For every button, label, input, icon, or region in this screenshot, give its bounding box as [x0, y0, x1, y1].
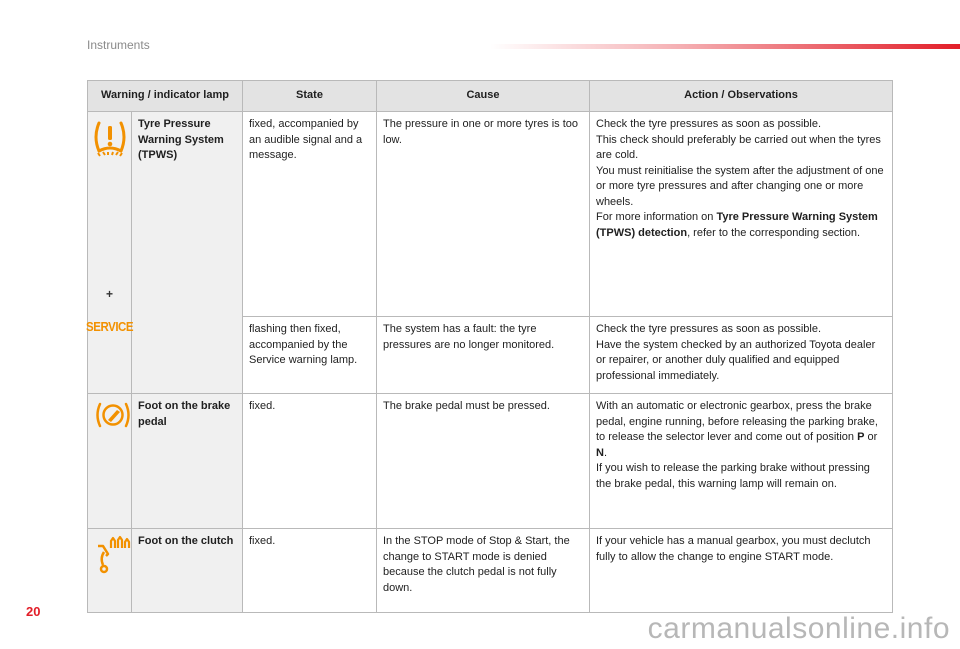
action-paragraph: If you wish to release the parking brake without pressing the brake pedal, this warning lamp will remain on.	[596, 462, 870, 490]
cause-clutch: In the STOP mode of Stop & Start, the change to START mode is denied because the clutch pedal is not fully down.	[377, 529, 590, 613]
table-header-row	[88, 81, 893, 112]
action-tpws-flashing	[590, 317, 893, 394]
action-brake	[590, 394, 893, 529]
state-tpws-flashing: flashing then fixed, accompanied by the Service warning lamp.	[243, 317, 377, 394]
action-tpws-fixed	[590, 112, 893, 317]
cause-tpws-flashing: The system has a fault: the tyre pressures are no longer monitored.	[377, 317, 590, 394]
action-paragraph: Check the tyre pressures as soon as possible.	[596, 118, 822, 130]
action-paragraph	[596, 210, 886, 241]
cause-tpws-fixed: The pressure in one or more tyres is too low.	[377, 112, 590, 317]
lamp-name-tpws: Tyre Pressure Warning System (TPWS)	[132, 112, 243, 394]
action-paragraph: You must reinitialise the system after the adjustment of one or more tyre pressures and after changing one or more wheels.	[596, 164, 884, 208]
tpws-icon-cell	[85, 112, 134, 394]
action-text: or	[864, 431, 878, 443]
action-bold-gear-n: N	[596, 446, 604, 459]
brake-icon-cell	[88, 394, 132, 529]
action-text: , refer to the corresponding section.	[687, 226, 861, 239]
foot-on-clutch-icon	[94, 565, 132, 577]
section-title: Instruments	[87, 38, 150, 52]
page-number: 20	[26, 604, 41, 619]
state-brake: fixed.	[243, 394, 377, 529]
action-bold-reference: Tyre Pressure Warning System (TPWS) detection	[596, 211, 878, 239]
table-row-brake	[88, 394, 893, 529]
column-header-state: State	[243, 81, 377, 112]
action-clutch: If your vehicle has a manual gearbox, you must declutch fully to allow the change to engine START mode.	[590, 529, 893, 613]
action-paragraph: Check the tyre pressures as soon as possible.	[596, 323, 822, 335]
state-tpws-fixed: fixed, accompanied by an audible signal and a message.	[243, 112, 377, 317]
clutch-icon-cell	[88, 529, 132, 613]
state-clutch: fixed.	[243, 529, 377, 613]
service-warning-icon: SERVICE	[85, 320, 134, 334]
action-paragraph: Have the system checked by an authorized Toyota dealer or repairer, or another duly qualified and equipped professional immediately.	[596, 338, 876, 382]
action-text: For more information on	[596, 211, 717, 223]
plus-sign: +	[105, 286, 113, 301]
column-header-cause: Cause	[377, 81, 590, 112]
action-bold-gear-p: P	[857, 431, 865, 443]
action-paragraph	[596, 399, 886, 461]
table-row-tpws-fixed	[88, 112, 893, 317]
column-header-lamp: Warning / indicator lamp	[88, 81, 243, 112]
action-paragraph: This check should preferably be carried out when the tyres are cold.	[596, 133, 881, 161]
lamp-name-clutch: Foot on the clutch	[132, 529, 243, 613]
tyre-pressure-warning-icon	[90, 117, 130, 163]
lamp-name-brake: Foot on the brake pedal	[132, 394, 243, 529]
table-row-clutch	[88, 529, 893, 613]
warning-lamp-table	[87, 80, 893, 613]
foot-on-brake-pedal-icon	[94, 422, 132, 434]
action-text: .	[603, 446, 608, 459]
watermark: carmanualsonline.info	[647, 612, 950, 645]
cause-brake: The brake pedal must be pressed.	[377, 394, 590, 529]
header-accent-bar	[490, 44, 960, 49]
column-header-action: Action / Observations	[590, 81, 893, 112]
action-text: With an automatic or electronic gearbox, press the brake pedal, engine running, before releasing the parking brake, to release the selector lever and come out of position	[596, 400, 878, 443]
